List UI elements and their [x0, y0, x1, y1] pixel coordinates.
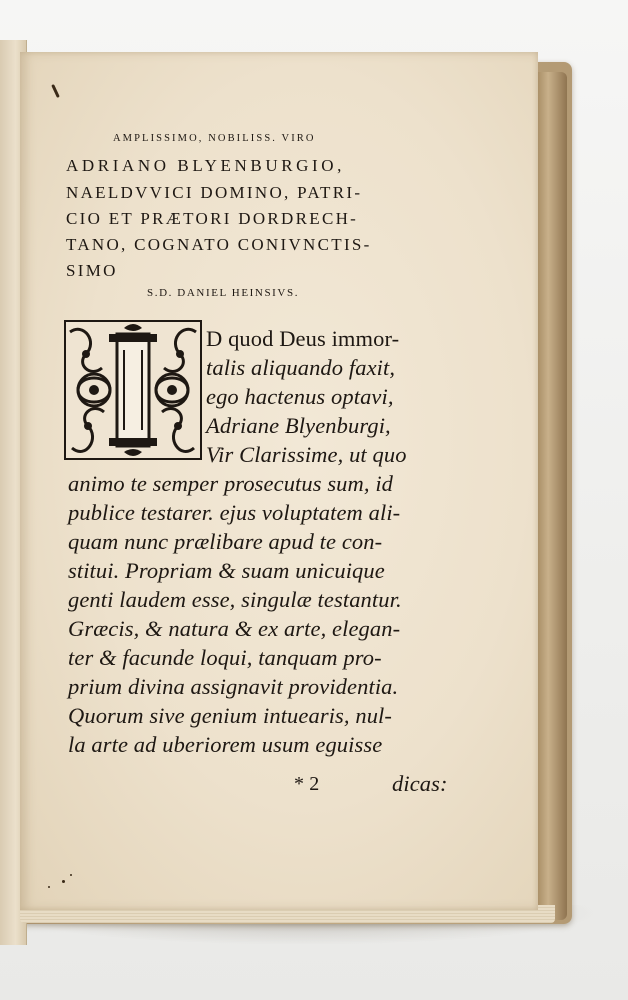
- body-line-11: Græcis, & natura & ex arte, elegan-: [68, 616, 401, 641]
- body-line-14: Quorum sive genium intuearis, nul-: [68, 703, 392, 728]
- body-line-5: Vir Clarissime, ut quo: [206, 442, 407, 467]
- dedication-line-3: NAELDVVICI DOMINO, PATRI-: [66, 183, 363, 202]
- body-line-6: animo te semper prosecutus sum, id: [68, 471, 394, 496]
- body-line-10: genti laudem esse, singulæ testantur.: [68, 587, 402, 612]
- signature-mark: * 2: [294, 773, 320, 795]
- decorated-initial: [64, 320, 202, 460]
- dedication-line-6: SIMO: [66, 261, 118, 280]
- dedication-line-2: ADRIANO BLYENBURGIO,: [66, 156, 346, 175]
- body-line-2: talis aliquando faxit,: [206, 355, 396, 380]
- body-line-8: quam nunc prælibare apud te con-: [68, 529, 383, 554]
- catchword: dicas:: [392, 771, 448, 796]
- decorated-initial-ornament: [64, 320, 202, 460]
- ink-spot: [51, 84, 60, 98]
- body-line-3: ego hactenus optavi,: [206, 384, 394, 409]
- ink-spot: [48, 886, 50, 888]
- body-line-9: stitui. Propriam & suam unicuique: [68, 558, 385, 583]
- salutation: S.D. DANIEL HEINSIVS.: [147, 287, 300, 299]
- ink-spot: [70, 874, 72, 876]
- body-line-15: la arte ad uberiorem usum eguisse: [68, 732, 383, 757]
- body-line-1: D quod Deus immor-: [206, 326, 400, 351]
- book-cover-edge: [533, 72, 567, 920]
- body-line-12: ter & facunde loqui, tanquam pro-: [68, 645, 382, 670]
- body-line-13: prium divina assignavit providentia.: [68, 674, 399, 699]
- dedication-line-5: TANO, COGNATO CONIVNCTIS-: [66, 235, 372, 254]
- dedication-line-4: CIO ET PRÆTORI DORDRECH-: [66, 209, 359, 228]
- dedication-line-1: AMPLISSIMO, NOBILISS. VIRO: [113, 133, 316, 144]
- body-line-7: publice testarer. ejus voluptatem ali-: [68, 500, 401, 525]
- body-line-4: Adriane Blyenburgi,: [206, 413, 391, 438]
- ink-spot: [62, 880, 65, 883]
